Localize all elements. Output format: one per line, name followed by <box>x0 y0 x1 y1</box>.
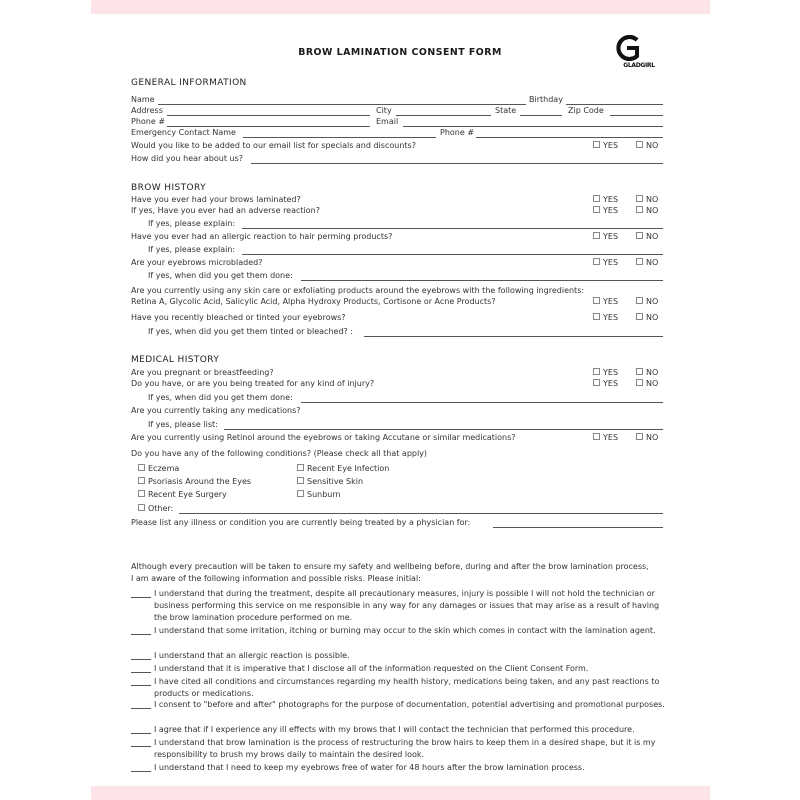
email-label: Email <box>376 117 399 126</box>
hear-about-row <box>131 153 663 165</box>
checkbox-icon[interactable] <box>636 195 643 202</box>
checkbox-icon[interactable] <box>138 504 145 511</box>
brow-q2-label: If yes, Have you ever had an adverse reaction? <box>131 206 320 215</box>
brow-q4-when-field[interactable] <box>301 280 663 281</box>
section-heading-medical: MEDICAL HISTORY <box>131 355 220 365</box>
checkbox-icon[interactable] <box>636 313 643 320</box>
consent-item-6: I consent to "before and after" photographs for the purpose of documentation, potential advertising and promotional purposes. <box>131 699 671 723</box>
consent-intro-line2: I am aware of the following information and possible risks. Please initial: <box>131 574 421 583</box>
med-q3-list-row <box>131 419 663 431</box>
email-list-row <box>131 140 663 152</box>
conditions-row-3 <box>131 489 663 501</box>
brow-q3-explain-row <box>131 244 663 256</box>
checkbox-icon[interactable] <box>636 206 643 213</box>
consent-item-7: I agree that if I experience any ill effects with my brows that I will contact the technician that performed this procedure. <box>131 724 671 736</box>
checkbox-icon[interactable] <box>636 141 643 148</box>
conditions-other-row <box>131 503 663 515</box>
brow-q3-explain-field[interactable] <box>242 254 663 255</box>
brow-q5-label-line1: Are you currently using any skin care or exfoliating products around the eyebrows with the following ingredients: <box>131 286 585 295</box>
state-label: State <box>495 106 517 115</box>
condition-sunburn[interactable]: Sunburn <box>297 489 341 501</box>
brow-q3-no[interactable]: NO <box>636 231 658 243</box>
condition-eczema[interactable]: Eczema <box>138 463 179 475</box>
med-q2-row <box>131 378 663 390</box>
brow-q1-no[interactable]: NO <box>636 194 658 206</box>
med-q1-no[interactable]: NO <box>636 367 658 379</box>
checkbox-icon[interactable] <box>636 297 643 304</box>
hear-about-question: How did you hear about us? <box>131 154 243 163</box>
med-q4-no[interactable]: NO <box>636 432 658 444</box>
checkbox-icon[interactable] <box>593 313 600 320</box>
checkbox-icon[interactable] <box>636 258 643 265</box>
conditions-row-2 <box>131 476 663 488</box>
conditions-row-1 <box>131 463 663 475</box>
brow-q5-row2 <box>131 296 663 308</box>
brow-q2-row <box>131 205 663 217</box>
condition-other-field[interactable] <box>179 513 663 514</box>
hear-about-field[interactable] <box>251 163 663 164</box>
brow-q4-no[interactable]: NO <box>636 257 658 269</box>
condition-psoriasis[interactable]: Psoriasis Around the Eyes <box>138 476 251 488</box>
consent-intro <box>131 561 671 585</box>
condition-sensitive-skin[interactable]: Sensitive Skin <box>297 476 363 488</box>
checkbox-icon[interactable] <box>138 464 145 471</box>
initial-field[interactable] <box>131 708 151 709</box>
brow-q2-yes[interactable]: YES <box>593 205 618 217</box>
initial-field[interactable] <box>131 659 151 660</box>
emergency-phone-label: Phone # <box>440 128 475 137</box>
section-heading-brow: BROW HISTORY <box>131 183 206 193</box>
zip-label: Zip Code <box>568 106 604 115</box>
brow-q5-yes[interactable]: YES <box>593 296 618 308</box>
checkbox-icon[interactable] <box>297 490 304 497</box>
checkbox-icon[interactable] <box>636 368 643 375</box>
brow-q2-explain-label: If yes, please explain: <box>148 219 236 228</box>
consent-item-3: I understand that an allergic reaction is possible. <box>131 650 671 662</box>
conditions-question-label: Do you have any of the following conditions? (Please check all that apply) <box>131 449 428 458</box>
gg-monogram-icon <box>615 33 663 63</box>
med-q3-label: Are you currently taking any medications? <box>131 406 301 415</box>
brow-q5-no[interactable]: NO <box>636 296 658 308</box>
emergency-phone-field[interactable] <box>476 137 663 138</box>
condition-recent-eye-infection[interactable]: Recent Eye Infection <box>297 463 389 475</box>
checkbox-icon[interactable] <box>138 490 145 497</box>
condition-recent-eye-surgery[interactable]: Recent Eye Surgery <box>138 489 227 501</box>
checkbox-icon[interactable] <box>297 464 304 471</box>
brow-q6-row <box>131 312 663 324</box>
initial-field[interactable] <box>131 771 151 772</box>
brow-q2-explain-row <box>131 218 663 230</box>
condition-other[interactable]: Other: <box>138 503 173 515</box>
phone-label: Phone # <box>131 117 166 126</box>
med-q2-when-row <box>131 392 663 404</box>
brow-q3-row <box>131 231 663 243</box>
initial-field[interactable] <box>131 685 151 686</box>
consent-intro-line1: Although every precaution will be taken to ensure my safety and wellbeing before, during and after the brow lamination process, <box>131 562 649 571</box>
checkbox-icon[interactable] <box>636 379 643 386</box>
checkbox-icon[interactable] <box>138 477 145 484</box>
initial-field[interactable] <box>131 634 151 635</box>
consent-item-9: I understand that I need to keep my eyebrows free of water for 48 hours after the brow lamination process. <box>131 762 671 774</box>
brow-q6-label: Have you recently bleached or tinted your eyebrows? <box>131 313 346 322</box>
med-q2-no[interactable]: NO <box>636 378 658 390</box>
name-label: Name <box>131 95 155 104</box>
email-list-no[interactable]: NO <box>636 140 658 152</box>
consent-item-1: I understand that during the treatment, despite all precautionary measures, injury is possible I will not hold the technician or business performing this service on me responsible in any way for any damages or issues that may arise as a result of having the brow lamination procedure performed on me. <box>131 588 671 624</box>
brow-q6-when-field[interactable] <box>364 336 663 337</box>
med-q1-yes[interactable]: YES <box>593 367 618 379</box>
brow-q4-label: Are your eyebrows microbladed? <box>131 258 263 267</box>
city-label: City <box>376 106 392 115</box>
conditions-question-row <box>131 448 663 460</box>
med-q4-yes[interactable]: YES <box>593 432 618 444</box>
physician-field[interactable] <box>493 527 663 528</box>
brow-q3-label: Have you ever had an allergic reaction to hair perming products? <box>131 232 393 241</box>
brow-q6-when-label: If yes, when did you get them tinted or bleached? : <box>148 327 353 336</box>
consent-item-8: I understand that brow lamination is the process of restructuring the brow hairs to keep them in a desired shape, but it is my responsibility to brush my brows daily to maintain the desired look. <box>131 737 671 761</box>
form-title: BROW LAMINATION CONSENT FORM <box>298 47 502 58</box>
gladgirl-logo <box>615 33 663 73</box>
brow-q5-label-line2: Retina A, Glycolic Acid, Salicylic Acid, Alpha Hydroxy Products, Cortisone or Acne Products? <box>131 297 496 306</box>
med-q4-label: Are you currently using Retinol around the eyebrows or taking Accutane or similar medications? <box>131 433 516 442</box>
brow-q6-no[interactable]: NO <box>636 312 658 324</box>
physician-question-label: Please list any illness or condition you are currently being treated by a physician for: <box>131 518 471 527</box>
brow-q4-yes[interactable]: YES <box>593 257 618 269</box>
med-q2-when-field[interactable] <box>301 402 663 403</box>
brow-q2-no[interactable]: NO <box>636 205 658 217</box>
checkbox-icon[interactable] <box>593 195 600 202</box>
brow-q1-yes[interactable]: YES <box>593 194 618 206</box>
brow-q2-explain-field[interactable] <box>242 228 663 229</box>
initial-field[interactable] <box>131 746 151 747</box>
address-label: Address <box>131 106 163 115</box>
brow-q4-row <box>131 257 663 269</box>
consent-item-5: I have cited all conditions and circumstances regarding my health history, medications being taken, and any past reactions to products or medications. <box>131 676 671 700</box>
checkbox-icon[interactable] <box>636 433 643 440</box>
section-heading-general: GENERAL INFORMATION <box>131 78 247 88</box>
birthday-label: Birthday <box>529 95 563 104</box>
physician-row <box>131 517 663 529</box>
brow-q6-when-row <box>131 326 663 338</box>
med-q1-label: Are you pregnant or breastfeeding? <box>131 368 274 377</box>
consent-item-4: I understand that it is imperative that I disclose all of the information requested on the Client Consent Form. <box>131 663 671 675</box>
med-q2-yes[interactable]: YES <box>593 378 618 390</box>
brow-q4-when-label: If yes, when did you get them done: <box>148 271 293 280</box>
checkbox-icon[interactable] <box>593 379 600 386</box>
brow-q3-yes[interactable]: YES <box>593 231 618 243</box>
initial-field[interactable] <box>131 672 151 673</box>
consent-item-2: I understand that some irritation, itching or burning may occur to the skin which comes in contact with the lamination agent. <box>131 625 671 649</box>
logo-wordmark: GLADGIRL <box>623 62 655 69</box>
checkbox-icon[interactable] <box>593 141 600 148</box>
med-q4-row <box>131 432 663 444</box>
med-q3-list-field[interactable] <box>224 429 663 430</box>
checkbox-icon[interactable] <box>593 433 600 440</box>
emergency-contact-field[interactable] <box>243 137 436 138</box>
email-list-yes-no <box>593 140 663 152</box>
emergency-contact-label: Emergency Contact Name <box>131 128 236 137</box>
email-list-question: Would you like to be added to our email list for specials and discounts? <box>131 141 416 150</box>
checkbox-icon[interactable] <box>593 297 600 304</box>
initial-field[interactable] <box>131 597 151 598</box>
checkbox-icon[interactable] <box>297 477 304 484</box>
checkbox-icon[interactable] <box>593 258 600 265</box>
emergency-contact-row <box>131 127 663 139</box>
brow-q3-explain-label: If yes, please explain: <box>148 245 236 254</box>
med-q3-row <box>131 405 663 417</box>
brow-q6-yes[interactable]: YES <box>593 312 618 324</box>
checkbox-icon[interactable] <box>593 232 600 239</box>
checkbox-icon[interactable] <box>593 368 600 375</box>
checkbox-icon[interactable] <box>636 232 643 239</box>
med-q2-label: Do you have, or are you being treated for any kind of injury? <box>131 379 375 388</box>
email-list-yes[interactable]: YES <box>593 140 618 152</box>
med-q2-when-label: If yes, when did you get them done: <box>148 393 293 402</box>
med-q3-list-label: If yes, please list: <box>148 420 218 429</box>
checkbox-icon[interactable] <box>593 206 600 213</box>
brow-q1-label: Have you ever had your brows laminated? <box>131 195 301 204</box>
brow-q4-when-row <box>131 270 663 282</box>
initial-field[interactable] <box>131 733 151 734</box>
